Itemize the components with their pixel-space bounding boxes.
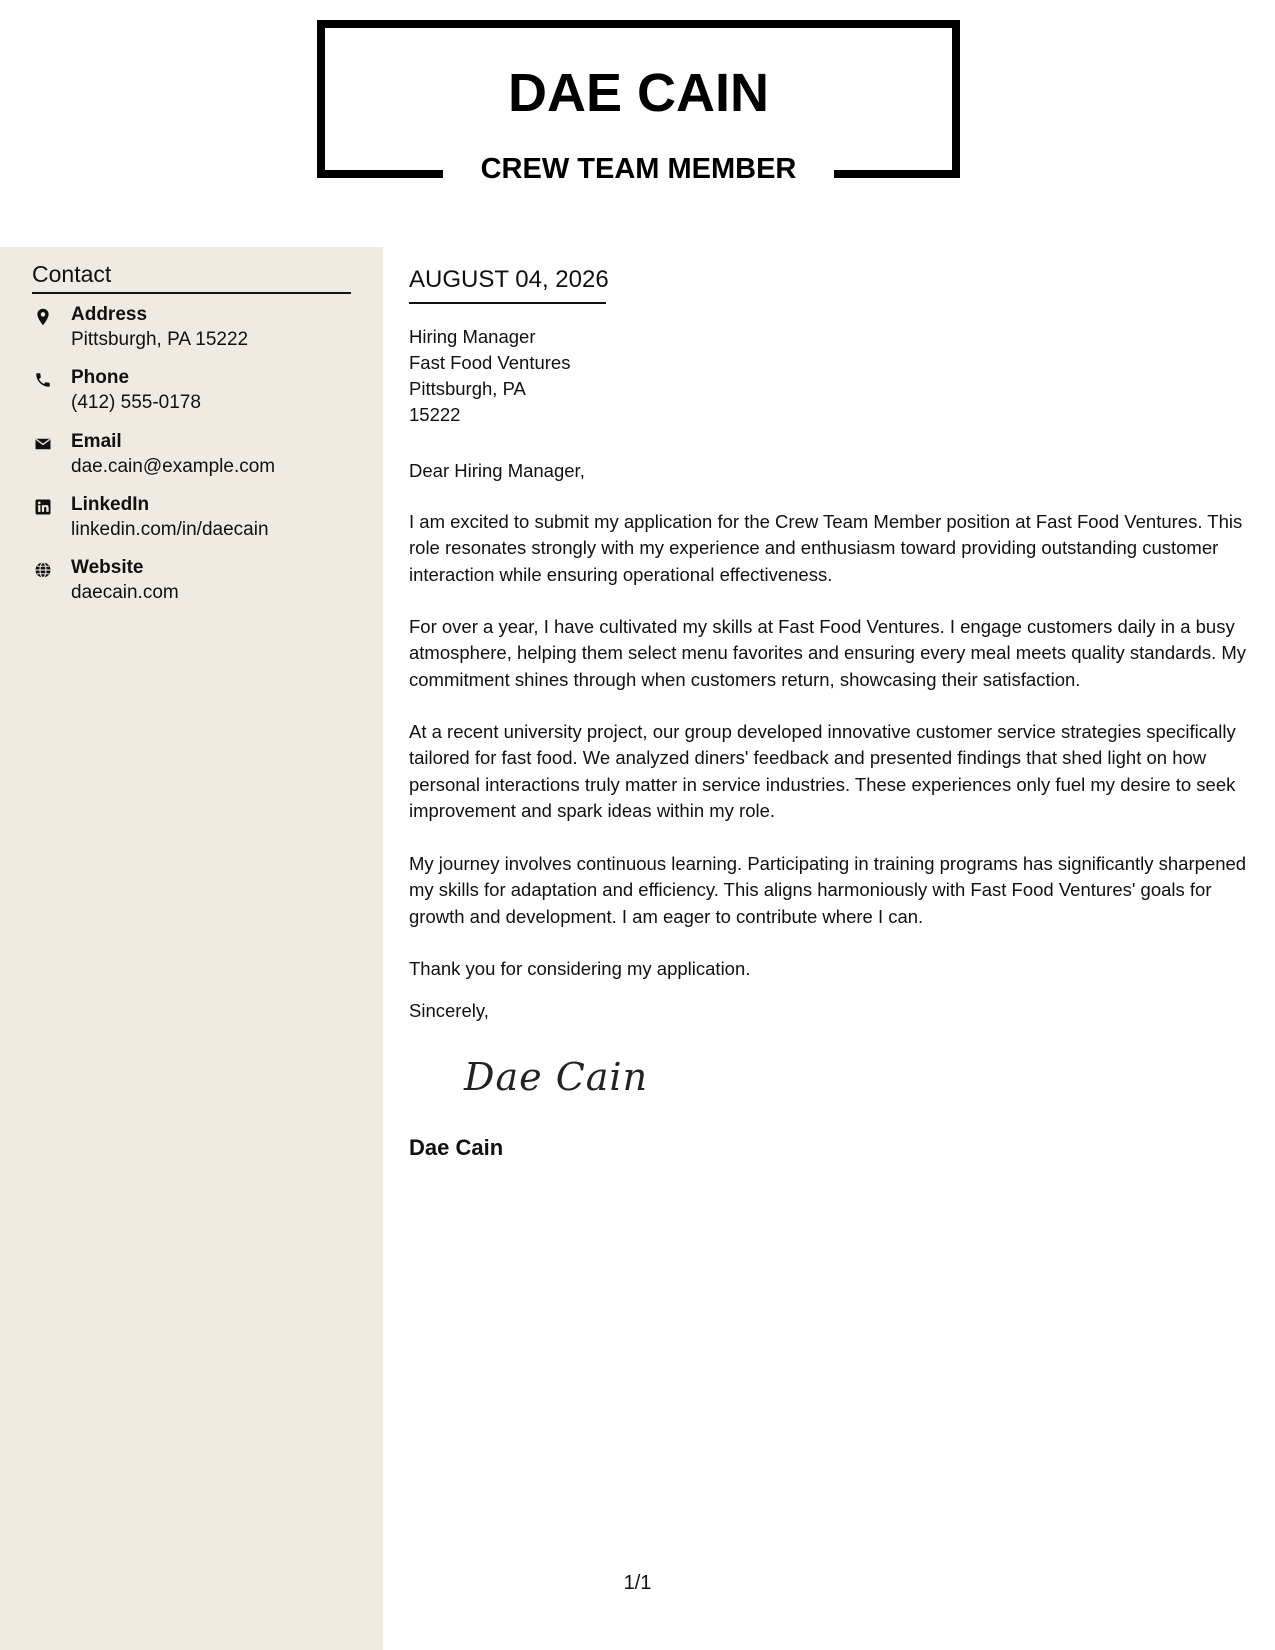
- contact-value-linkedin: linkedin.com/in/daecain: [71, 519, 269, 540]
- contact-label-address: Address: [71, 304, 148, 325]
- frame-border-top: [317, 20, 960, 28]
- signed-name: Dae Cain: [409, 1135, 504, 1160]
- contact-label-phone: Phone: [71, 367, 130, 388]
- letter-date: AUGUST 04, 2026: [409, 266, 609, 293]
- phone-icon: [34, 371, 52, 389]
- contact-label-website: Website: [71, 557, 144, 578]
- recipient-line: Hiring Manager: [409, 326, 536, 347]
- applicant-name: DAE CAIN: [507, 63, 769, 123]
- recipient-line: Pittsburgh, PA: [409, 378, 526, 399]
- contact-divider: [32, 292, 351, 294]
- contact-label-email: Email: [71, 431, 122, 452]
- contact-heading: Contact: [32, 261, 112, 287]
- body-paragraph: My journey involves continuous learning. Participating in training programs has significantly sharpened my skills for adaptation and efficiency. This aligns harmoniously with Fast Food Ventures' goals for growth and development. I am eager to contribute where I can.: [409, 853, 1247, 927]
- contact-value-phone: (412) 555-0178: [71, 392, 201, 413]
- closing: Sincerely,: [409, 1000, 489, 1021]
- body-paragraph: For over a year, I have cultivated my skills at Fast Food Ventures. I engage customers daily in a busy atmosphere, helping them select menu favorites and ensuring every meal meets quality standards. My commitment shines through when customers return, showcasing their satisfaction.: [409, 616, 1247, 690]
- recipient-line: Fast Food Ventures: [409, 352, 571, 373]
- contact-sidebar: [0, 247, 383, 1650]
- salutation: Dear Hiring Manager,: [409, 460, 585, 481]
- location-pin-icon: [34, 308, 52, 326]
- job-title: CREW TEAM MEMBER: [480, 153, 797, 185]
- header-frame: [317, 20, 960, 185]
- handwritten-signature: Dae Cain: [464, 1055, 649, 1099]
- body-paragraph: I am excited to submit my application for the Crew Team Member position at Fast Food Ventures. This role resonates strongly with my experience and enthusiasm toward providing outstanding customer interaction while ensuring operational effectiveness.: [409, 511, 1243, 585]
- linkedin-icon: [34, 498, 52, 516]
- contact-label-linkedin: LinkedIn: [71, 494, 150, 515]
- recipient-block: [409, 324, 570, 428]
- contact-value-address: Pittsburgh, PA 15222: [71, 329, 249, 350]
- body-paragraph: At a recent university project, our group developed innovative customer service strategies specifically tailored for fast food. We analyzed diners' feedback and presented findings that shed light on how personal interactions truly matter in service industries. These experiences only fuel my desire to seek improvement and spark ideas within my role.: [409, 721, 1236, 821]
- recipient-line: 15222: [409, 404, 461, 425]
- contact-value-email: dae.cain@example.com: [71, 456, 276, 477]
- body-paragraph: Thank you for considering my application.: [409, 958, 751, 979]
- contact-value-website: daecain.com: [71, 582, 179, 603]
- envelope-icon: [34, 435, 52, 453]
- date-underline: [409, 302, 606, 304]
- page-number: 1/1: [623, 1572, 652, 1594]
- globe-icon: [34, 561, 52, 579]
